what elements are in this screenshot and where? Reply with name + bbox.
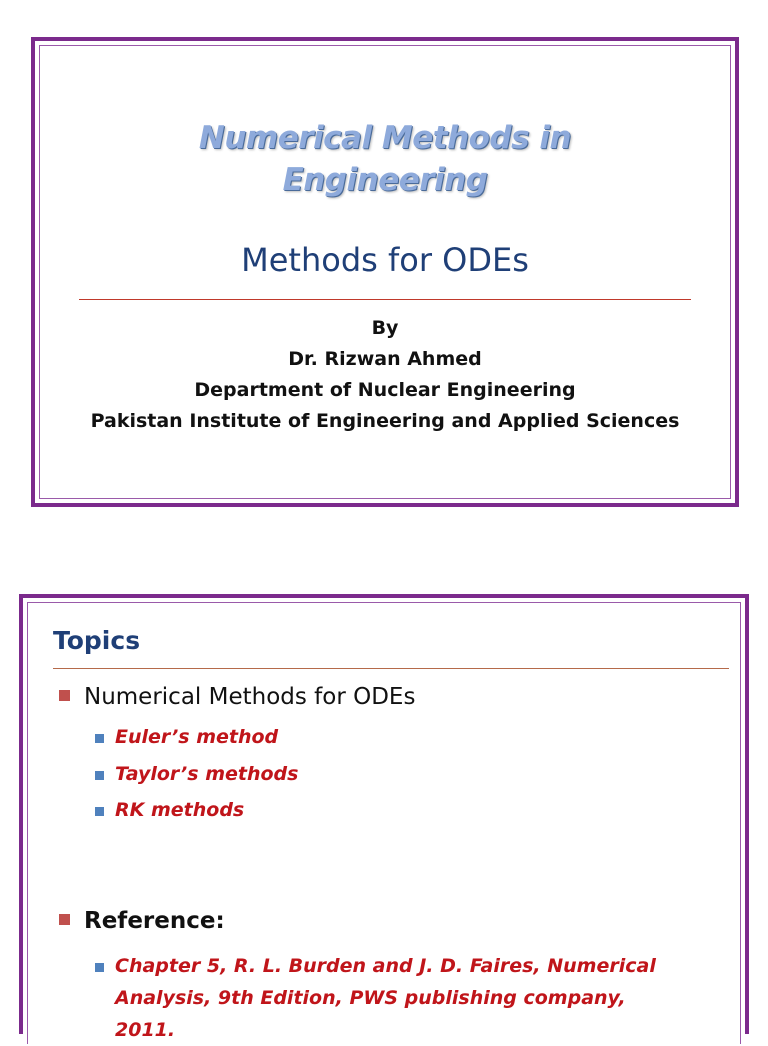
subtopic-label: Euler’s method: [115, 726, 279, 748]
slide-subtitle: Methods for ODEs: [241, 241, 529, 279]
course-title: [35, 117, 735, 201]
reference-heading: Reference:: [84, 908, 225, 934]
author-name: Dr. Rizwan Ahmed: [288, 348, 482, 370]
course-title-line-1: Numerical Methods in: [198, 120, 572, 156]
square-bullet-icon: [95, 734, 104, 743]
subtopic-label: RK methods: [115, 799, 245, 821]
reference-text: Chapter 5, R. L. Burden and J. D. Faires, Numerical Analysis, 9th Edition, PWS publishing company, 2011.: [115, 955, 656, 1041]
author-block: [35, 313, 735, 437]
reference-item: [95, 950, 675, 1046]
topics-heading: Topics: [53, 626, 141, 655]
reference-heading-item: [59, 908, 225, 934]
square-bullet-icon: [59, 690, 70, 701]
subtopic-label: Taylor’s methods: [115, 763, 299, 785]
topics-slide: [19, 594, 749, 1041]
square-bullet-icon: [95, 771, 104, 780]
by-label: By: [371, 317, 399, 339]
institute-name: Pakistan Institute of Engineering and Applied Sciences: [90, 410, 680, 432]
department-name: Department of Nuclear Engineering: [194, 379, 576, 401]
title-slide: [31, 37, 739, 507]
course-title-line-2: Engineering: [282, 162, 488, 198]
topic-main-label: Numerical Methods for ODEs: [84, 684, 416, 710]
subtopic-item: [95, 794, 244, 826]
topics-divider: [53, 668, 729, 669]
title-divider: [79, 299, 691, 300]
subtopic-item: [95, 721, 278, 753]
square-bullet-icon: [95, 807, 104, 816]
topic-main-item: [59, 684, 415, 710]
square-bullet-icon: [95, 963, 104, 972]
subtopic-item: [95, 758, 298, 790]
square-bullet-icon: [59, 914, 70, 925]
